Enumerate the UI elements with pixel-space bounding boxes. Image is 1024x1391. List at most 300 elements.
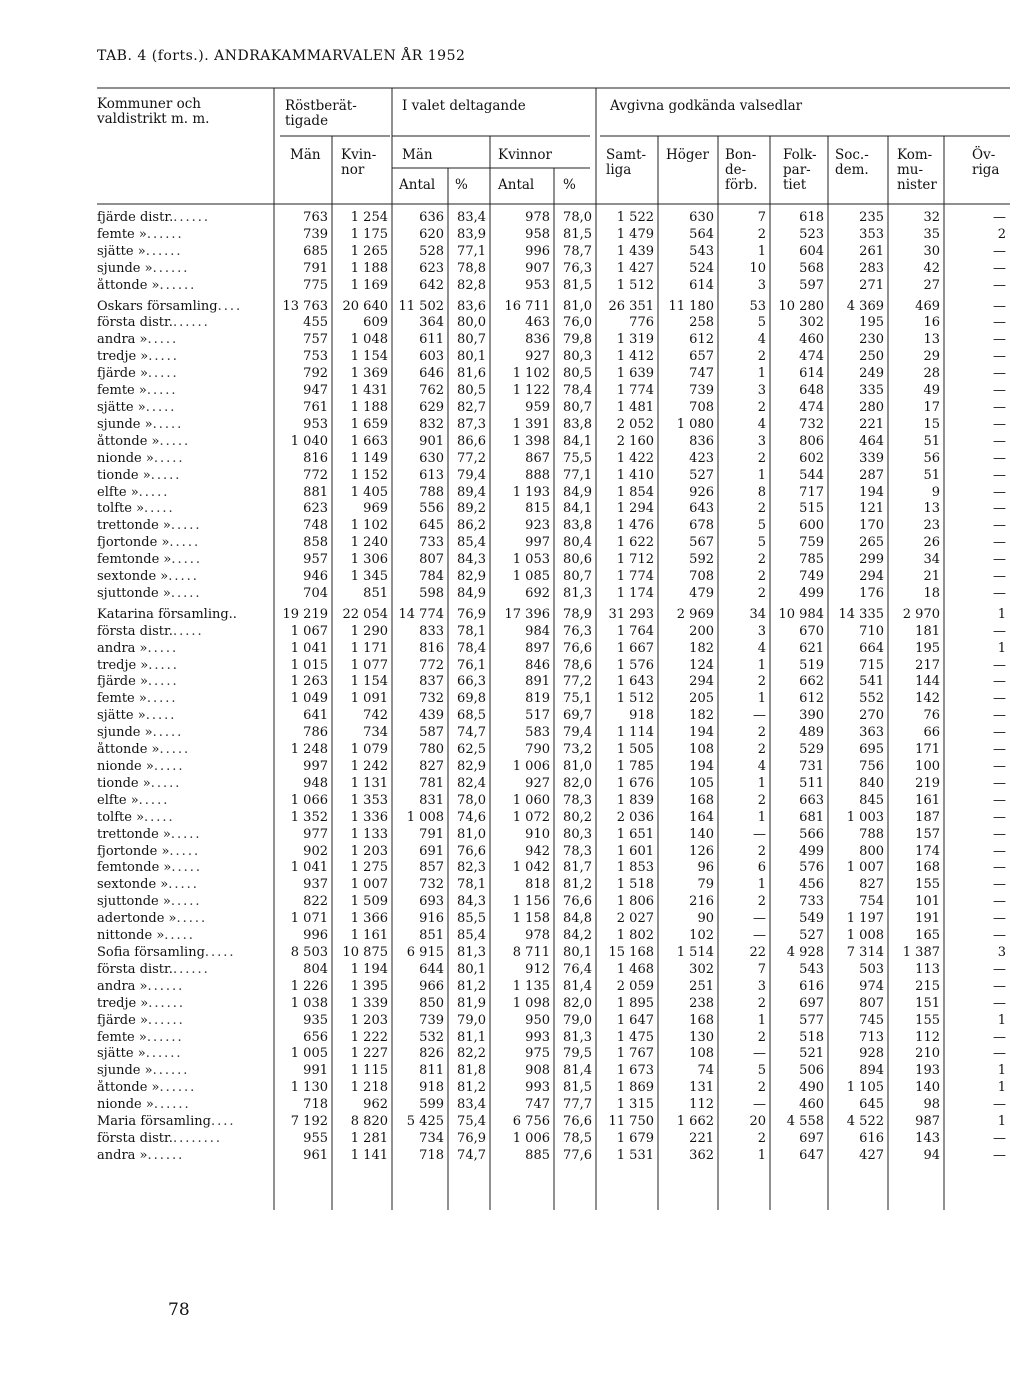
row-label (97, 552, 274, 569)
row-label (97, 518, 274, 535)
table-cell: 1 (757, 1147, 766, 1163)
table-cell: 644 (419, 961, 444, 977)
row-label (97, 776, 274, 793)
table-cell: 901 (419, 433, 444, 449)
table-cell: 1 774 (616, 569, 654, 585)
table-cell: 756 (859, 759, 884, 774)
table-cell: 4 (757, 416, 766, 432)
table-cell: 78,3 (563, 792, 592, 808)
table-row (97, 877, 1010, 894)
table-row (97, 535, 1010, 552)
row-label (97, 945, 274, 962)
table-row (97, 674, 1010, 691)
table-cell: 8 503 (290, 944, 328, 960)
leader-dots: ..... (146, 383, 178, 399)
table-cell: — (753, 708, 766, 724)
table-cell: 1 514 (676, 944, 714, 960)
table-cell: 523 (799, 226, 824, 242)
table-cell: 7 (757, 961, 766, 977)
table-cell: 78,1 (457, 623, 486, 639)
table-cell: 1 066 (290, 792, 328, 808)
table-cell: 474 (799, 349, 824, 365)
leader-dots: ...... (147, 1147, 185, 1163)
table-cell: — (993, 210, 1006, 225)
district-name: femte » (97, 1029, 147, 1045)
table-cell: — (993, 860, 1006, 876)
table-cell: 897 (525, 640, 550, 656)
table-cell: 804 (303, 961, 328, 977)
table-cell: 335 (859, 383, 884, 399)
table-cell: 597 (799, 277, 824, 293)
table-cell: 302 (799, 315, 824, 331)
district-name: sjuttonde » (97, 585, 171, 601)
district-name: sjätte » (97, 243, 146, 259)
table-cell: 1 576 (616, 657, 654, 673)
table-row (97, 844, 1010, 861)
row-label (97, 1131, 274, 1148)
table-cell: 647 (799, 1147, 824, 1163)
table-cell: — (993, 277, 1006, 293)
table-cell: 670 (799, 623, 824, 639)
table-cell: 235 (859, 210, 884, 225)
table-cell: 1 015 (290, 657, 328, 673)
table-cell: — (993, 383, 1006, 399)
table-cell: 5 425 (406, 1114, 444, 1130)
table-cell: — (993, 1147, 1006, 1163)
table-cell: 194 (689, 725, 714, 741)
district-name: femte » (97, 691, 147, 707)
table-cell: 23 (923, 518, 940, 534)
table-cell: 993 (525, 1029, 550, 1045)
table-cell: 600 (799, 518, 824, 534)
table-cell: 75,5 (563, 450, 592, 466)
table-cell: 27 (923, 277, 940, 293)
leader-dots: ..... (147, 674, 179, 690)
row-label (97, 1013, 274, 1030)
leader-dots: ..... (147, 332, 179, 348)
table-cell: 51 (923, 433, 940, 449)
table-cell: 1 203 (350, 843, 388, 859)
table-cell: 603 (419, 349, 444, 365)
district-name: fjärde distr. (97, 210, 174, 225)
table-cell: — (993, 349, 1006, 365)
table-cell: 80,7 (563, 399, 592, 415)
header-valet-kvinnor: Kvinnor (498, 147, 552, 163)
table-cell: 3 (757, 383, 766, 399)
table-cell: 528 (419, 243, 444, 259)
table-cell: 81,8 (457, 1063, 486, 1079)
row-label (97, 641, 274, 658)
table-cell: 1 306 (350, 552, 388, 568)
table-cell: 1 806 (616, 894, 654, 910)
table-row (97, 434, 1010, 451)
table-cell: 78,6 (563, 657, 592, 673)
table-cell: 75,4 (457, 1114, 486, 1130)
table-cell: 5 (757, 315, 766, 331)
leader-dots: ..... (153, 450, 185, 466)
table-cell: 691 (419, 843, 444, 859)
table-cell: 734 (363, 725, 388, 741)
table-cell: 583 (525, 725, 550, 741)
table-cell: 521 (799, 1046, 824, 1062)
table-cell: 1 (757, 809, 766, 825)
table-cell: 858 (303, 535, 328, 551)
table-cell: 490 (799, 1080, 824, 1096)
table-cell: 82,3 (457, 860, 486, 876)
row-label (97, 691, 274, 708)
table-cell: 271 (859, 277, 884, 293)
table-row (97, 691, 1010, 708)
table-cell: 1 240 (350, 535, 388, 551)
table-row (97, 1114, 1010, 1131)
table-cell: 4 928 (786, 944, 824, 960)
table-cell: 974 (859, 978, 884, 994)
table-cell: 13 (923, 501, 940, 517)
table-cell: 567 (689, 535, 714, 551)
table-cell: 749 (799, 569, 824, 585)
table-cell: 81,3 (457, 944, 486, 960)
table-cell: 89,4 (457, 484, 486, 500)
table-cell: 82,0 (563, 775, 592, 791)
table-cell: 217 (915, 657, 940, 673)
table-cell: 1 007 (846, 860, 884, 876)
district-name: sextonde » (97, 569, 169, 585)
table-cell: 950 (525, 1012, 550, 1028)
table-cell: 78,7 (563, 243, 592, 259)
table-cell: 733 (799, 894, 824, 910)
table-cell: 518 (799, 1029, 824, 1045)
table-cell: 80,7 (563, 569, 592, 585)
table-cell: 1 197 (846, 911, 884, 927)
table-cell: — (993, 416, 1006, 432)
table-cell: 1 468 (616, 961, 654, 977)
table-cell: 1 431 (350, 383, 388, 399)
table-cell: 17 (923, 399, 940, 415)
table-cell: 742 (363, 708, 388, 724)
table-cell: 785 (799, 552, 824, 568)
district-name: åttonde » (97, 1080, 160, 1096)
table-cell: 89,2 (457, 501, 486, 517)
table-cell: 816 (419, 640, 444, 656)
table-cell: 947 (303, 383, 328, 399)
table-row (97, 332, 1010, 349)
row-label (97, 1114, 274, 1131)
table-cell: 194 (689, 759, 714, 774)
table-cell: 1 222 (350, 1029, 388, 1045)
table-cell: 1 003 (846, 809, 884, 825)
table-cell: 713 (859, 1029, 884, 1045)
table-cell: 517 (525, 708, 550, 724)
table-cell: — (993, 691, 1006, 707)
table-cell: 791 (303, 260, 328, 276)
table-cell: 1 479 (616, 226, 654, 242)
table-cell: 76,6 (563, 894, 592, 910)
table-cell: 1 188 (350, 260, 388, 276)
table-row (97, 725, 1010, 742)
header-hoger: Höger (666, 147, 709, 163)
table-cell: 81,0 (563, 298, 592, 314)
table-cell: 427 (859, 1147, 884, 1163)
table-cell: 249 (859, 366, 884, 382)
table-cell: 840 (859, 775, 884, 791)
table-cell: 76,9 (457, 1130, 486, 1146)
row-label (97, 658, 274, 675)
table-cell: — (993, 894, 1006, 910)
table-cell: 82,0 (563, 995, 592, 1011)
table-cell: 1 175 (350, 226, 388, 242)
district-name: tionde » (97, 467, 151, 483)
table-cell: 30 (923, 243, 940, 259)
table-cell: 76,0 (563, 315, 592, 331)
table-cell: — (993, 623, 1006, 639)
table-cell: 1 505 (616, 742, 654, 758)
leader-dots: ..... (171, 860, 203, 876)
table-cell: 80,3 (563, 349, 592, 365)
table-cell: 996 (303, 928, 328, 944)
leader-dots: ..... (170, 894, 202, 910)
table-row (97, 1097, 1010, 1114)
table-cell: 592 (689, 552, 714, 568)
row-label (97, 501, 274, 518)
leader-dots: .... (217, 298, 243, 314)
table-cell: — (993, 674, 1006, 690)
table-cell: 456 (799, 877, 824, 893)
table-cell: 609 (363, 315, 388, 331)
table-cell: 704 (303, 585, 328, 601)
district-name: fjärde » (97, 1012, 148, 1028)
table-cell: 648 (799, 383, 824, 399)
header-kv-procent: % (563, 177, 576, 193)
table-cell: 772 (419, 657, 444, 673)
table-cell: 833 (419, 623, 444, 639)
table-cell: 1 294 (616, 501, 654, 517)
table-row (97, 759, 1010, 776)
table-cell: 1 895 (616, 995, 654, 1011)
table-cell: 78,0 (563, 210, 592, 225)
district-name: tolfte » (97, 501, 145, 517)
table-cell: 1 038 (290, 995, 328, 1011)
table-cell: 85,4 (457, 535, 486, 551)
table-cell: 1 133 (350, 826, 388, 842)
table-cell: 961 (303, 1147, 328, 1163)
table-cell: 1 041 (290, 860, 328, 876)
table-cell: 6 915 (406, 944, 444, 960)
table-cell: 969 (363, 501, 388, 517)
table-cell: 955 (303, 1130, 328, 1146)
row-label (97, 725, 274, 742)
district-name: åttonde » (97, 433, 160, 449)
table-cell: 598 (419, 585, 444, 601)
table-cell: 258 (689, 315, 714, 331)
table-cell: 15 168 (608, 944, 654, 960)
table-cell: 791 (419, 826, 444, 842)
table-cell: 1 005 (290, 1046, 328, 1062)
table-cell: — (993, 467, 1006, 483)
table-cell: 9 (931, 484, 940, 500)
table-cell: 84,9 (457, 585, 486, 601)
table-cell: 6 (757, 860, 766, 876)
table-cell: 612 (689, 332, 714, 348)
table-cell: 1 531 (616, 1147, 654, 1163)
table-cell: 164 (689, 809, 714, 825)
table-cell: 143 (915, 1130, 940, 1146)
table-cell: 1 077 (350, 657, 388, 673)
row-label (97, 742, 274, 759)
table-cell: 77,2 (563, 674, 592, 690)
table-cell: 474 (799, 399, 824, 415)
row-label (97, 315, 274, 332)
table-cell: 84,3 (457, 552, 486, 568)
table-cell: 363 (859, 725, 884, 741)
table-cell: 81,3 (563, 1029, 592, 1045)
table-cell: 614 (689, 277, 714, 293)
leader-dots: ..... (169, 843, 201, 859)
table-cell: 788 (419, 484, 444, 500)
table-row (97, 227, 1010, 244)
header-folkpartiet: Folk- par- tiet (783, 147, 817, 193)
district-name: nionde » (97, 450, 154, 466)
table-cell: 489 (799, 725, 824, 741)
table-cell: 851 (363, 585, 388, 601)
table-cell: 910 (525, 826, 550, 842)
leader-dots: ..... (170, 518, 202, 534)
table-cell: 78,1 (457, 877, 486, 893)
table-cell: 74,7 (457, 1147, 486, 1163)
district-name: fjortonde » (97, 535, 170, 551)
row-label (97, 451, 274, 468)
table-cell: 20 (749, 1114, 766, 1130)
table-row (97, 603, 1010, 624)
table-cell: 2 (757, 501, 766, 517)
table-cell: 79,4 (563, 725, 592, 741)
table-cell: 506 (799, 1063, 824, 1079)
table-cell: — (753, 1097, 766, 1113)
table-cell: 20 640 (342, 298, 388, 314)
row-label (97, 979, 274, 996)
table-cell: 76,9 (457, 606, 486, 622)
table-cell: 22 (749, 944, 766, 960)
table-cell: 4 369 (846, 298, 884, 314)
table-cell: 10 (749, 260, 766, 276)
table-cell: 81,5 (563, 226, 592, 242)
table-cell: 105 (689, 775, 714, 791)
table-cell: 629 (419, 399, 444, 415)
table-cell: 68,5 (457, 708, 486, 724)
table-cell: 81,7 (563, 860, 592, 876)
table-cell: 663 (799, 792, 824, 808)
table-cell: 718 (303, 1097, 328, 1113)
table-cell: 541 (859, 674, 884, 690)
table-cell: 2 970 (902, 606, 940, 622)
table-cell: 1 290 (350, 623, 388, 639)
table-cell: 747 (689, 366, 714, 382)
table-cell: 1 518 (616, 877, 654, 893)
table-cell: 850 (419, 995, 444, 1011)
row-label (97, 1080, 274, 1097)
table-cell: 81,6 (457, 366, 486, 382)
leader-dots: ..... (164, 928, 195, 944)
table-cell: 100 (915, 759, 940, 774)
table-cell: 1 007 (350, 877, 388, 893)
table-cell: 76 (923, 708, 940, 724)
table-cell: 732 (799, 416, 824, 432)
table-cell: — (993, 792, 1006, 808)
table-cell: 1 391 (512, 416, 550, 432)
table-cell: 26 (923, 535, 940, 551)
table-cell: 806 (799, 433, 824, 449)
table-cell: 10 280 (778, 298, 824, 314)
table-cell: 1 (757, 657, 766, 673)
table-cell: 977 (303, 826, 328, 842)
table-cell: 957 (303, 552, 328, 568)
table-cell: 102 (689, 928, 714, 944)
table-cell: 1 667 (616, 640, 654, 656)
table-cell: — (993, 995, 1006, 1011)
table-cell: 888 (525, 467, 550, 483)
table-cell: 77,6 (563, 1147, 592, 1163)
table-cell: 747 (525, 1097, 550, 1113)
table-cell: 1 410 (616, 467, 654, 483)
district-name: elfte » (97, 484, 139, 500)
table-cell: 98 (923, 1097, 940, 1113)
table-cell: 14 774 (398, 606, 444, 622)
table-cell: — (993, 826, 1006, 842)
table-row (97, 586, 1010, 603)
table-row (97, 810, 1010, 827)
leader-dots: ...... (152, 1063, 190, 1079)
table-cell: — (993, 978, 1006, 994)
leader-dots: ..... (152, 725, 184, 741)
district-name: sextonde » (97, 877, 169, 893)
table-cell: 826 (419, 1046, 444, 1062)
table-cell: 79,8 (563, 332, 592, 348)
table-cell: 390 (799, 708, 824, 724)
table-cell: — (993, 332, 1006, 348)
table-cell: 80,7 (457, 332, 486, 348)
district-name: nionde » (97, 759, 154, 774)
table-cell: 5 (757, 1063, 766, 1079)
table-cell: 1 663 (350, 433, 388, 449)
leader-dots: ..... (148, 349, 179, 365)
table-cell: 2 (757, 843, 766, 859)
table-cell: 1 (757, 877, 766, 893)
table-cell: 121 (859, 501, 884, 517)
district-name: sjunde » (97, 416, 153, 432)
table-cell: — (993, 1130, 1006, 1146)
table-cell: 124 (689, 657, 714, 673)
table-cell: 975 (525, 1046, 550, 1062)
leader-dots: ..... (146, 691, 178, 707)
table-cell: 144 (915, 674, 940, 690)
table-cell: 250 (859, 349, 884, 365)
leader-dots: ..... (168, 877, 199, 893)
table-cell: 1 263 (290, 674, 328, 690)
row-label (97, 227, 274, 244)
leader-dots: ..... (145, 399, 177, 415)
table-cell: 2 (757, 585, 766, 601)
table-cell: 362 (689, 1147, 714, 1163)
table-cell: 532 (419, 1029, 444, 1045)
table-cell: 34 (923, 552, 940, 568)
district-name: tionde » (97, 775, 151, 791)
leader-dots: ..... (138, 484, 170, 500)
table-cell: 75,1 (563, 691, 592, 707)
table-cell: 1 (757, 467, 766, 483)
table-cell: 78,4 (563, 383, 592, 399)
table-cell: 32 (923, 210, 940, 225)
leader-dots: ..... (171, 552, 203, 568)
table-cell: 527 (799, 928, 824, 944)
